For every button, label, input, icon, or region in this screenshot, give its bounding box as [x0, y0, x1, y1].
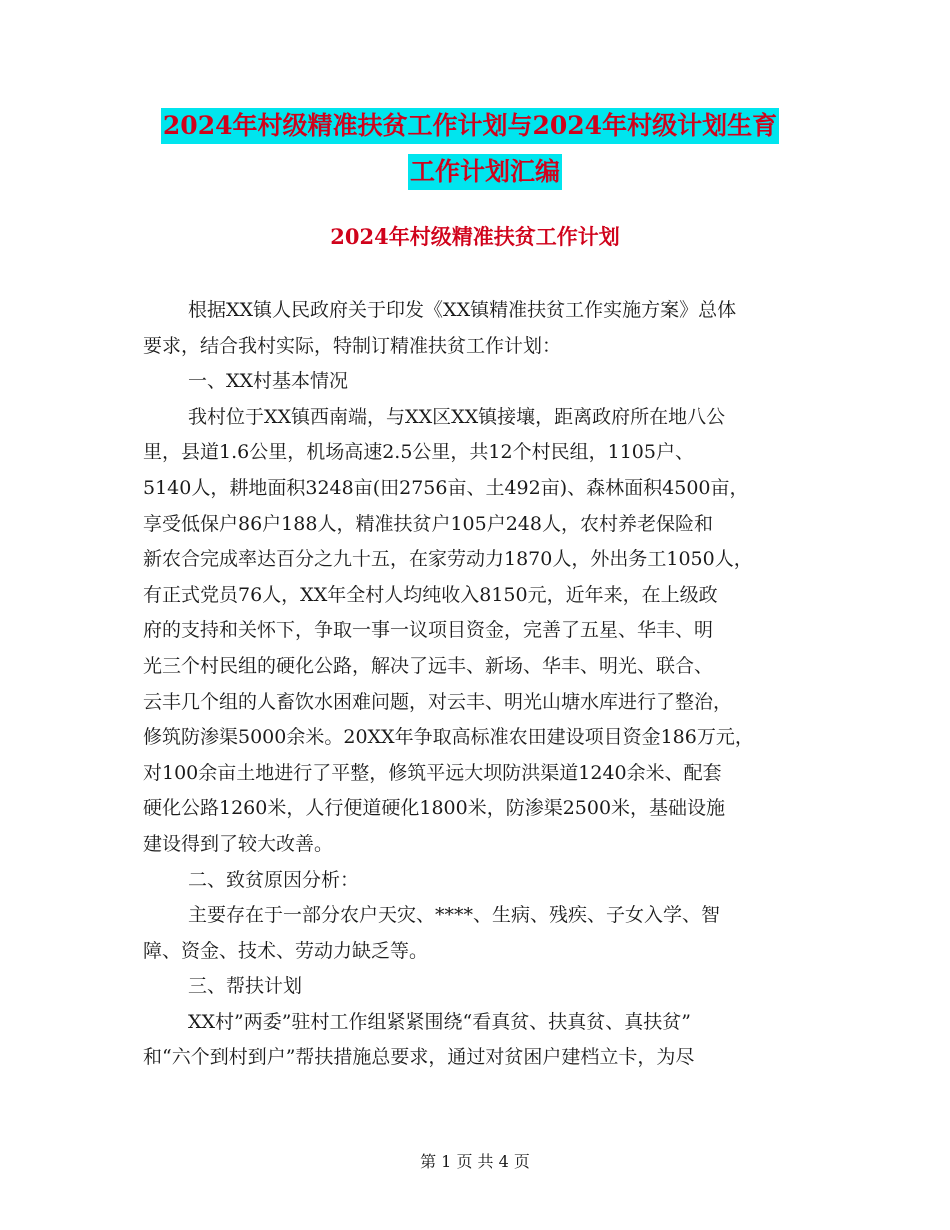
document-title-line-1: 2024年村级精准扶贫工作计划与2024年村级计划生育 [161, 108, 779, 144]
paragraph-line: 修筑防渗渠5000余米。20XX年争取高标准农田建设项目资金186万元， [143, 726, 754, 749]
paragraph-line: 有正式党员76人，XX年全村人均纯收入8150元，近年来，在上级政 [143, 583, 718, 606]
paragraph-line: 要求，结合我村实际，特制订精准扶贫工作计划： [143, 334, 562, 357]
paragraph-line: 府的支持和关怀下，争取一事一议项目资金，完善了五星、华丰、明 [143, 619, 714, 642]
paragraph-line: 享受低保户86户188人，精准扶贫户105户248人，农村养老保险和 [143, 512, 713, 535]
document-title-line-2: 工作计划汇编 [408, 154, 562, 190]
paragraph-line: 光三个村民组的硬化公路，解决了远丰、新场、华丰、明光、联合、 [143, 654, 714, 677]
section-heading: 二、致贫原因分析： [188, 868, 360, 891]
section-title: 2024年村级精准扶贫工作计划 [330, 224, 620, 249]
paragraph-line: 主要存在于一部分农户天灾、****、生病、残疾、子女入学、智 [188, 904, 721, 927]
body-text [143, 293, 833, 1076]
paragraph-line: 硬化公路1260米，人行便道硬化1800米，防渗渠2500米，基础设施 [143, 797, 726, 820]
paragraph-line: XX村”两委”驻村工作组紧紧围绕“看真贫、扶真贫、真扶贫” [188, 1010, 691, 1033]
paragraph-line: 建设得到了较大改善。 [143, 832, 334, 855]
paragraph-line: 里，县道1.6公里，机场高速2.5公里，共12个村民组，1105户、 [143, 441, 694, 464]
paragraph-line: 对100余亩土地进行了平整，修筑平远大坝防洪渠道1240余米、配套 [143, 761, 722, 784]
document-title [140, 108, 830, 190]
paragraph-line: 根据XX镇人民政府关于印发《XX镇精准扶贫工作实施方案》总体 [188, 299, 737, 321]
paragraph-line: 障、资金、技术、劳动力缺乏等。 [143, 939, 429, 962]
section-heading: 一、XX村基本情况 [188, 370, 349, 393]
paragraph-line: 新农合完成率达百分之九十五，在家劳动力1870人，外出务工1050人， [143, 548, 753, 571]
paragraph-line: 云丰几个组的人畜饮水困难问题，对云丰、明光山塘水库进行了整治， [143, 690, 733, 713]
paragraph-line: 我村位于XX镇西南端，与XX区XX镇接壤，距离政府所在地八公 [188, 405, 726, 428]
paragraph-line: 和“六个到村到户”帮扶措施总要求，通过对贫困户建档立卡，为尽 [143, 1046, 695, 1069]
page-footer: 第 1 页 共 4 页 [420, 1152, 530, 1171]
paragraph-line: 5140人，耕地面积3248亩(田2756亩、土492亩)、森林面积4500亩， [143, 476, 749, 499]
section-heading: 三、帮扶计划 [188, 975, 303, 998]
